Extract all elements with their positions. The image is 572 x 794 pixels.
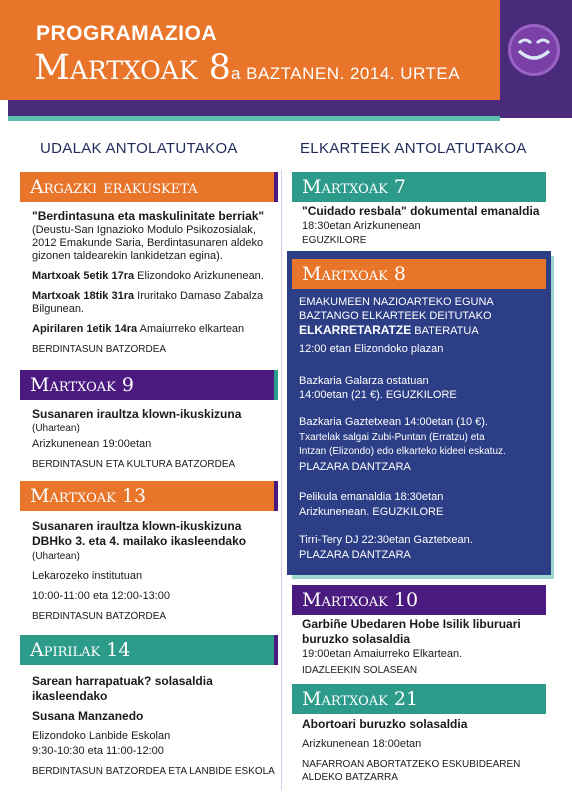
argazki-desc-2: 2012 Emakunde Saria, Berdintasunaren aldeko (32, 237, 264, 249)
section-bar-argazki: Argazki erakusketa (20, 172, 274, 202)
m13-sub: (Uhartean) (32, 551, 80, 562)
m13-title-2: DBHko 3. eta 4. mailako ikasleendako (32, 534, 247, 548)
m8-line-3: ELKARRETARATZE BATERATUA (299, 323, 479, 337)
column-divider (281, 170, 282, 790)
smile-logo-icon (508, 24, 560, 76)
header-title-line1: PROGRAMAZIOA (36, 22, 217, 45)
a14-time: 9:30-10:30 eta 11:00-12:00 (32, 745, 164, 757)
m9-org: BERDINTASUN ETA KULTURA BATZORDEA (32, 459, 236, 470)
m8-line-7: Bazkaria Gaztetxean 14:00etan (10 €). (299, 416, 488, 428)
a14-title-2: ikasleendako (32, 689, 108, 703)
section-bar-martxoak-9: Martxoak 9 (20, 370, 274, 400)
bar-accent (274, 635, 278, 665)
m8-line-14: PLAZARA DANTZARA (299, 549, 411, 561)
header-title-main (34, 48, 460, 88)
m8-line-11: Pelikula emanaldia 18:30etan (299, 491, 444, 503)
header-title-date: Martxoak 8 (34, 48, 231, 88)
a14-place: Elizondoko Lanbide Eskolan (32, 730, 171, 742)
left-column-heading: UDALAK ANTOLATUTAKOA (40, 140, 238, 157)
m13-title-1: Susanaren iraultza klown-ikuskizuna (32, 519, 242, 533)
argazki-title: "Berdintasuna eta maskulinitate berriak" (32, 209, 265, 223)
argazki-date-2-cont: Bilgunean. (32, 303, 84, 315)
m9-title: Susanaren iraultza klown-ikuskizuna (32, 407, 242, 421)
section-bar-martxoak-7: Martxoak 7 (292, 172, 546, 202)
m21-org-2: ALDEKO BATZARRA (302, 772, 398, 783)
m9-place: Arizkunenean 19:00etan (32, 438, 152, 450)
section-bar-martxoak-10: Martxoak 10 (292, 585, 546, 615)
m21-place: Arizkunenean 18:00etan (302, 738, 422, 750)
m8-line-5: Bazkaria Galarza ostatuan (299, 375, 429, 387)
m10-org: IDAZLEEKIN SOLASEAN (302, 665, 418, 676)
m7-title: "Cuidado resbala" dokumental emanaldia (302, 204, 540, 218)
m10-place: 19:00etan Amaiurreko Elkartean. (302, 648, 463, 660)
bar-accent (274, 172, 278, 202)
m13-place: Lekarozeko institutuan (32, 570, 143, 582)
m8-line-1: EMAKUMEEN NAZIOARTEKO EGUNA (299, 296, 494, 308)
m8-line-8: Txartelak salgai Zubi-Puntan (Erratzu) eta (299, 432, 485, 443)
argazki-date-1: Martxoak 5etik 17ra Elizondoko Arizkunenean. (32, 270, 264, 282)
m10-title-2: buruzko solasaldia (302, 632, 411, 646)
m7-place: 18:30etan Arizkunenean (302, 220, 421, 232)
argazki-desc-3: gizonen taldearekin lankidetzan egina). (32, 250, 223, 262)
header-teal-line (8, 116, 500, 121)
header-title-sub: a BAZTANEN. 2014. URTEA (230, 64, 461, 83)
section-bar-martxoak-13: Martxoak 13 (20, 481, 274, 511)
m8-box (287, 251, 551, 575)
bar-accent (274, 370, 278, 400)
section-bar-martxoak-8: Martxoak 8 (292, 259, 546, 289)
section-bar-martxoak-21: Martxoak 21 (292, 684, 546, 714)
m8-line-9: Intzan (Elizondo) edo elkarteko kideei eskatuz. (299, 446, 506, 457)
bar-accent (274, 481, 278, 511)
m8-line-12: Arizkunenean. EGUZKILORE (299, 506, 444, 518)
m21-title: Abortoari buruzko solasaldia (302, 717, 468, 731)
section-bar-apirilak-14: Apirilak 14 (20, 635, 274, 665)
argazki-desc-1: (Deustu-San Ignazioko Modulo Psikozosialak, (32, 224, 256, 236)
a14-speaker: Susana Manzanedo (32, 709, 144, 723)
a14-org: BERDINTASUN BATZORDEA ETA LANBIDE ESKOLA (32, 766, 275, 777)
a14-title-1: Sarean harrapatuak? solasaldia (32, 674, 213, 688)
m8-line-6: 14:00etan (21 €). EGUZKILORE (299, 389, 457, 401)
m13-org: BERDINTASUN BATZORDEA (32, 611, 167, 622)
right-column-heading: ELKARTEEK ANTOLATUTAKOA (300, 140, 527, 157)
m8-line-2: BAZTANGO ELKARTEEK DEITUTAKO (299, 310, 492, 322)
m8-line-4: 12:00 etan Elizondoko plazan (299, 343, 444, 355)
m13-time: 10:00-11:00 eta 12:00-13:00 (32, 590, 171, 602)
argazki-org: BERDINTASUN BATZORDEA (32, 344, 167, 355)
m8-line-10: PLAZARA DANTZARA (299, 461, 411, 473)
argazki-date-2: Martxoak 18tik 31ra Iruritako Damaso Zabalza (32, 290, 264, 302)
m10-title-1: Garbiñe Ubedaren Hobe Isilik liburuari (302, 617, 521, 631)
m7-org: EGUZKILORE (302, 235, 367, 246)
m8-line-13: Tirri-Tery DJ 22:30etan Gaztetxean. (299, 534, 473, 546)
argazki-date-3: Apirilaren 1etik 14ra Amaiurreko elkartean (32, 323, 245, 335)
m21-org-1: NAFARROAN ABORTATZEKO ESKUBIDEAREN (302, 759, 521, 770)
m9-sub: (Uhartean) (32, 423, 80, 434)
